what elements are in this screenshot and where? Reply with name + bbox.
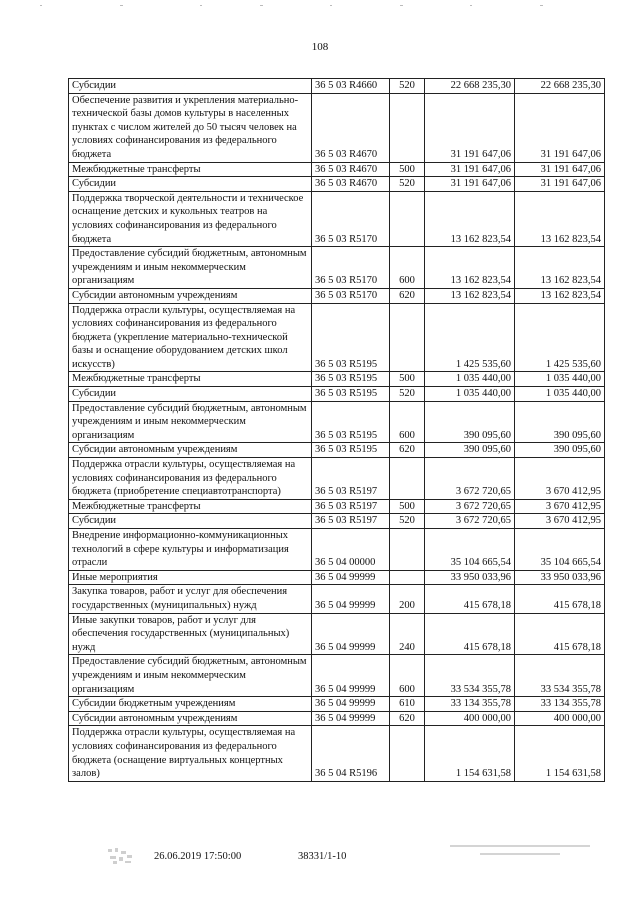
table-row <box>69 303 605 372</box>
row-name-cell: Субсидии <box>69 177 312 192</box>
row-amount-2-cell: 1 035 440,00 <box>515 387 605 402</box>
row-code-cell: 36 5 03 R5170 <box>312 191 390 246</box>
row-code-cell: 36 5 03 R5197 <box>312 499 390 514</box>
row-amount-1-cell: 390 095,60 <box>425 401 515 443</box>
row-name-cell: Обеспечение развития и укрепления материально-технической базы домов культуры в населенных пунктах с числом жителей до 50 тысяч человек на условиях софинансирования из федерального бюджета <box>69 93 312 162</box>
row-code-cell: 36 5 04 R5196 <box>312 726 390 781</box>
footer-document-number: 38331/1-10 <box>298 851 347 862</box>
row-amount-1-cell: 33 950 033,96 <box>425 570 515 585</box>
row-expense-type-cell <box>390 93 425 162</box>
row-expense-type-cell <box>390 570 425 585</box>
row-amount-2-cell: 22 668 235,30 <box>515 79 605 94</box>
row-expense-type-cell: 500 <box>390 499 425 514</box>
row-code-cell: 36 5 04 99999 <box>312 655 390 697</box>
row-code-cell: 36 5 03 R5195 <box>312 387 390 402</box>
budget-table <box>68 78 605 782</box>
row-amount-1-cell: 22 668 235,30 <box>425 79 515 94</box>
table-row <box>69 655 605 697</box>
row-amount-2-cell: 415 678,18 <box>515 613 605 655</box>
row-amount-1-cell: 1 154 631,58 <box>425 726 515 781</box>
row-expense-type-cell: 500 <box>390 162 425 177</box>
row-amount-1-cell: 1 425 535,60 <box>425 303 515 372</box>
row-expense-type-cell: 620 <box>390 711 425 726</box>
row-amount-2-cell: 33 534 355,78 <box>515 655 605 697</box>
row-amount-2-cell: 13 162 823,54 <box>515 247 605 289</box>
table-row <box>69 585 605 613</box>
row-code-cell: 36 5 03 R4660 <box>312 79 390 94</box>
row-name-cell: Межбюджетные трансферты <box>69 372 312 387</box>
table-row <box>69 387 605 402</box>
row-amount-2-cell: 33 134 355,78 <box>515 697 605 712</box>
row-code-cell: 36 5 03 R4670 <box>312 162 390 177</box>
row-name-cell: Субсидии <box>69 387 312 402</box>
row-amount-1-cell: 3 672 720,65 <box>425 458 515 500</box>
row-expense-type-cell <box>390 458 425 500</box>
row-amount-1-cell: 1 035 440,00 <box>425 372 515 387</box>
row-code-cell: 36 5 04 99999 <box>312 697 390 712</box>
row-code-cell: 36 5 03 R5197 <box>312 514 390 529</box>
table-row <box>69 288 605 303</box>
row-amount-2-cell: 1 154 631,58 <box>515 726 605 781</box>
row-code-cell: 36 5 03 R5170 <box>312 288 390 303</box>
table-row <box>69 443 605 458</box>
row-expense-type-cell: 610 <box>390 697 425 712</box>
row-name-cell: Поддержка отрасли культуры, осуществляемая на условиях софинансирования из федерального бюджета (оснащение виртуальных концертных залов) <box>69 726 312 781</box>
table-row <box>69 93 605 162</box>
row-amount-2-cell: 31 191 647,06 <box>515 177 605 192</box>
row-code-cell: 36 5 03 R5195 <box>312 372 390 387</box>
row-amount-1-cell: 3 672 720,65 <box>425 514 515 529</box>
row-name-cell: Субсидии <box>69 79 312 94</box>
row-amount-2-cell: 31 191 647,06 <box>515 93 605 162</box>
table-row <box>69 514 605 529</box>
row-amount-1-cell: 13 162 823,54 <box>425 288 515 303</box>
row-code-cell: 36 5 04 99999 <box>312 585 390 613</box>
row-name-cell: Субсидии бюджетным учреждениям <box>69 697 312 712</box>
table-row <box>69 177 605 192</box>
row-code-cell: 36 5 03 R5197 <box>312 458 390 500</box>
row-amount-1-cell: 13 162 823,54 <box>425 247 515 289</box>
row-name-cell: Внедрение информационно-коммуникационных технологий в сфере культуры и информатизация отрасли <box>69 529 312 571</box>
row-amount-2-cell: 3 670 412,95 <box>515 458 605 500</box>
row-name-cell: Субсидии автономным учреждениям <box>69 443 312 458</box>
budget-table-body <box>69 79 605 782</box>
row-code-cell: 36 5 03 R5195 <box>312 401 390 443</box>
row-code-cell: 36 5 03 R5195 <box>312 303 390 372</box>
faint-stamp-mark <box>450 843 600 866</box>
row-amount-1-cell: 31 191 647,06 <box>425 162 515 177</box>
row-amount-1-cell: 415 678,18 <box>425 585 515 613</box>
row-expense-type-cell: 600 <box>390 401 425 443</box>
row-name-cell: Закупка товаров, работ и услуг для обеспечения государственных (муниципальных) нужд <box>69 585 312 613</box>
row-amount-1-cell: 1 035 440,00 <box>425 387 515 402</box>
row-amount-1-cell: 33 134 355,78 <box>425 697 515 712</box>
row-name-cell: Межбюджетные трансферты <box>69 162 312 177</box>
row-expense-type-cell <box>390 726 425 781</box>
row-amount-1-cell: 31 191 647,06 <box>425 177 515 192</box>
row-expense-type-cell <box>390 303 425 372</box>
row-amount-2-cell: 33 950 033,96 <box>515 570 605 585</box>
row-code-cell: 36 5 04 99999 <box>312 711 390 726</box>
table-row <box>69 79 605 94</box>
footer-datetime: 26.06.2019 17:50:00 <box>154 851 242 862</box>
page-number: 108 <box>311 41 329 53</box>
row-expense-type-cell: 620 <box>390 288 425 303</box>
row-expense-type-cell: 240 <box>390 613 425 655</box>
row-amount-2-cell: 13 162 823,54 <box>515 191 605 246</box>
row-amount-2-cell: 3 670 412,95 <box>515 514 605 529</box>
row-amount-2-cell: 1 425 535,60 <box>515 303 605 372</box>
row-amount-2-cell: 390 095,60 <box>515 401 605 443</box>
row-name-cell: Поддержка творческой деятельности и техническое оснащение детских и кукольных театров на условиях софинансирования из федерального бюджета <box>69 191 312 246</box>
row-amount-2-cell: 3 670 412,95 <box>515 499 605 514</box>
row-amount-2-cell: 13 162 823,54 <box>515 288 605 303</box>
row-expense-type-cell: 500 <box>390 372 425 387</box>
row-expense-type-cell <box>390 529 425 571</box>
row-amount-1-cell: 35 104 665,54 <box>425 529 515 571</box>
row-expense-type-cell: 620 <box>390 443 425 458</box>
table-row <box>69 529 605 571</box>
row-expense-type-cell: 200 <box>390 585 425 613</box>
row-amount-2-cell: 35 104 665,54 <box>515 529 605 571</box>
row-code-cell: 36 5 04 99999 <box>312 613 390 655</box>
table-row <box>69 372 605 387</box>
table-row <box>69 697 605 712</box>
table-row <box>69 726 605 781</box>
row-expense-type-cell: 600 <box>390 247 425 289</box>
row-expense-type-cell: 520 <box>390 79 425 94</box>
row-amount-1-cell: 390 095,60 <box>425 443 515 458</box>
row-name-cell: Иные мероприятия <box>69 570 312 585</box>
row-code-cell: 36 5 03 R4670 <box>312 93 390 162</box>
table-row <box>69 613 605 655</box>
row-amount-2-cell: 415 678,18 <box>515 585 605 613</box>
table-row <box>69 401 605 443</box>
row-expense-type-cell: 600 <box>390 655 425 697</box>
row-code-cell: 36 5 03 R4670 <box>312 177 390 192</box>
row-name-cell: Предоставление субсидий бюджетным, автономным учреждениям и иным некоммерческим организациям <box>69 247 312 289</box>
table-row <box>69 247 605 289</box>
row-amount-2-cell: 400 000,00 <box>515 711 605 726</box>
table-row <box>69 162 605 177</box>
row-expense-type-cell: 520 <box>390 387 425 402</box>
row-amount-2-cell: 1 035 440,00 <box>515 372 605 387</box>
row-expense-type-cell: 520 <box>390 514 425 529</box>
table-row <box>69 458 605 500</box>
row-name-cell: Поддержка отрасли культуры, осуществляемая на условиях софинансирования из федерального бюджета (укрепление материально-технической базы и оснащение оборудованием детских школ искусств) <box>69 303 312 372</box>
row-name-cell: Субсидии <box>69 514 312 529</box>
table-row <box>69 711 605 726</box>
row-amount-1-cell: 415 678,18 <box>425 613 515 655</box>
row-amount-1-cell: 31 191 647,06 <box>425 93 515 162</box>
signature-stamp-mark <box>106 846 136 866</box>
table-row <box>69 570 605 585</box>
row-name-cell: Межбюджетные трансферты <box>69 499 312 514</box>
table-row <box>69 191 605 246</box>
row-name-cell: Предоставление субсидий бюджетным, автономным учреждениям и иным некоммерческим организациям <box>69 655 312 697</box>
row-code-cell: 36 5 04 00000 <box>312 529 390 571</box>
row-expense-type-cell: 520 <box>390 177 425 192</box>
row-expense-type-cell <box>390 191 425 246</box>
row-code-cell: 36 5 04 99999 <box>312 570 390 585</box>
row-name-cell: Иные закупки товаров, работ и услуг для обеспечения государственных (муниципальных) нужд <box>69 613 312 655</box>
row-amount-1-cell: 13 162 823,54 <box>425 191 515 246</box>
row-amount-2-cell: 390 095,60 <box>515 443 605 458</box>
row-name-cell: Субсидии автономным учреждениям <box>69 288 312 303</box>
row-amount-2-cell: 31 191 647,06 <box>515 162 605 177</box>
row-amount-1-cell: 33 534 355,78 <box>425 655 515 697</box>
row-amount-1-cell: 3 672 720,65 <box>425 499 515 514</box>
row-amount-1-cell: 400 000,00 <box>425 711 515 726</box>
row-code-cell: 36 5 03 R5170 <box>312 247 390 289</box>
row-name-cell: Поддержка отрасли культуры, осуществляемая на условиях софинансирования из федерального бюджета (приобретение специавтотранспорта) <box>69 458 312 500</box>
table-row <box>69 499 605 514</box>
row-name-cell: Субсидии автономным учреждениям <box>69 711 312 726</box>
row-code-cell: 36 5 03 R5195 <box>312 443 390 458</box>
scan-artifact-dots <box>0 4 640 8</box>
row-name-cell: Предоставление субсидий бюджетным, автономным учреждениям и иным некоммерческим организациям <box>69 401 312 443</box>
